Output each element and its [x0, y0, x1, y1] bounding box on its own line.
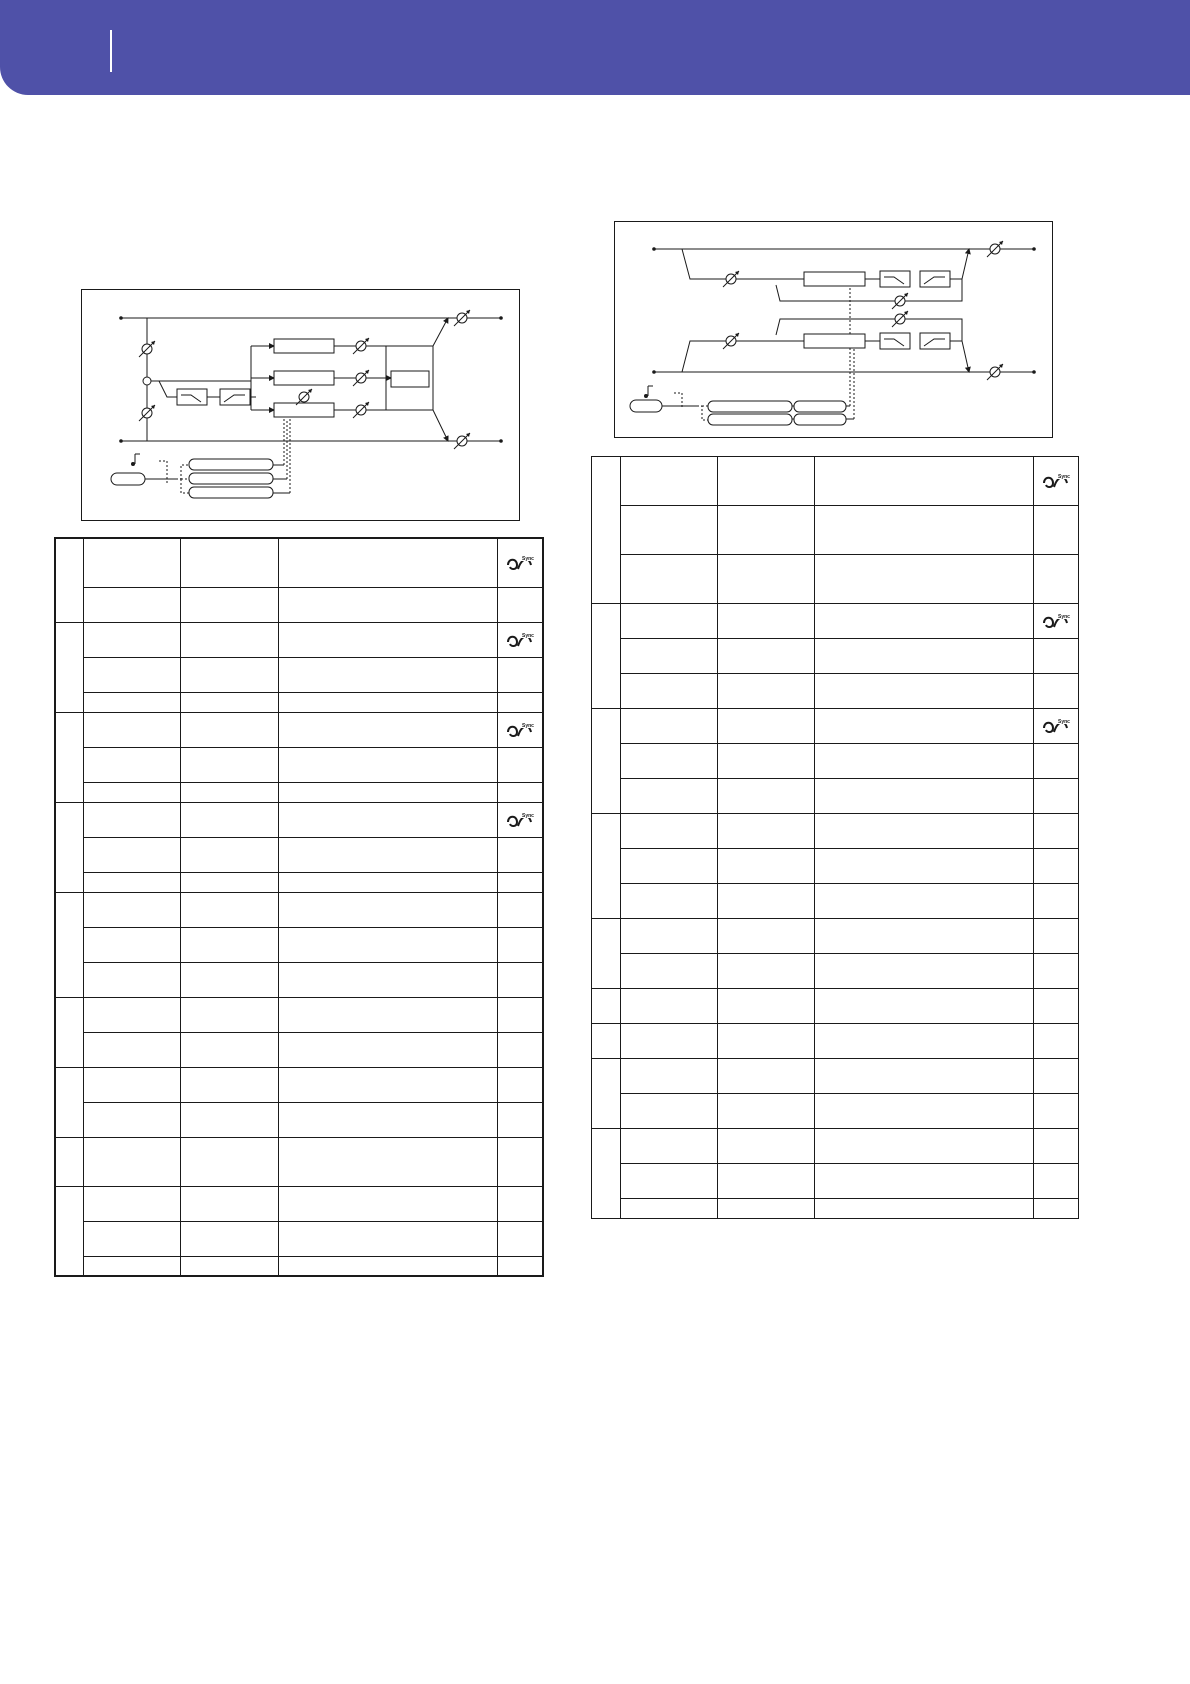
- low-cut-filter-icon: [880, 271, 910, 287]
- delay-block-2: [274, 371, 334, 385]
- table-right-cell: [815, 457, 1034, 506]
- table-left-group-cell: [55, 1137, 83, 1186]
- table-right-cell: [1034, 919, 1079, 954]
- sync-icon: [1041, 716, 1071, 736]
- table-right-row: [592, 884, 1079, 919]
- table-right-row: [592, 919, 1079, 954]
- table-left-cell: [497, 872, 543, 892]
- table-left-row: [55, 657, 543, 692]
- table-left-group-cell: [55, 997, 83, 1067]
- sync-icon: [1041, 471, 1071, 491]
- table-right-cell: [718, 1129, 815, 1164]
- table-left-cell: [83, 538, 180, 587]
- high-cut-filter-icon: [920, 333, 950, 349]
- table-left-group-cell: [55, 538, 83, 622]
- table-right-cell: [621, 1199, 718, 1219]
- table-left-cell: [278, 1102, 497, 1137]
- table-right-cell: [718, 884, 815, 919]
- lfo-channel-2: [708, 414, 792, 425]
- table-left-cell: [83, 927, 180, 962]
- table-left-cell: [278, 997, 497, 1032]
- table-left-cell: [180, 712, 278, 747]
- table-left-group-cell: [55, 1067, 83, 1137]
- table-left-cell: [180, 782, 278, 802]
- table-right-cell: [621, 1129, 718, 1164]
- table-left-cell: [180, 1186, 278, 1221]
- table-left-row: [55, 587, 543, 622]
- table-left-cell: [83, 712, 180, 747]
- lfo-block: [111, 473, 145, 485]
- table-right-cell: [621, 849, 718, 884]
- table-left-row: [55, 997, 543, 1032]
- table-right-row: [592, 604, 1079, 639]
- table-left-cell: [83, 1137, 180, 1186]
- table-left-cell: [497, 1032, 543, 1067]
- table-left-cell: [180, 1256, 278, 1276]
- table-left-cell: [278, 747, 497, 782]
- table-left-cell: [83, 1102, 180, 1137]
- lfo-block: [630, 400, 662, 412]
- table-left-cell: [497, 622, 543, 657]
- table-left-cell: [83, 997, 180, 1032]
- table-left-cell: [180, 1102, 278, 1137]
- table-right-cell: [621, 1164, 718, 1199]
- table-right-cell: [718, 1059, 815, 1094]
- table-left-cell: [278, 587, 497, 622]
- table-left-row: [55, 1186, 543, 1221]
- table-left-row: [55, 1256, 543, 1276]
- table-right-row: [592, 1199, 1079, 1219]
- table-right-group-cell: [592, 989, 621, 1024]
- table-left-cell: [180, 692, 278, 712]
- sync-icon: [505, 810, 535, 830]
- table-left-cell: [180, 927, 278, 962]
- table-left-cell: [180, 802, 278, 837]
- table-right-cell: [815, 709, 1034, 744]
- table-left-cell: [83, 747, 180, 782]
- table-right-cell: [815, 884, 1034, 919]
- table-left-cell: [83, 837, 180, 872]
- table-right-cell: [1034, 849, 1079, 884]
- table-left-cell: [83, 782, 180, 802]
- table-left-cell: [497, 1186, 543, 1221]
- table-right-row: [592, 954, 1079, 989]
- table-right-group-cell: [592, 919, 621, 989]
- table-left-cell: [497, 1137, 543, 1186]
- table-left-row: [55, 747, 543, 782]
- table-left-cell: [278, 872, 497, 892]
- lfo-channel-2: [189, 473, 273, 484]
- table-right-cell: [718, 954, 815, 989]
- sync-icon: [505, 630, 535, 650]
- table-left-cell: [278, 782, 497, 802]
- table-right-cell: [1034, 1164, 1079, 1199]
- table-right-cell: [621, 639, 718, 674]
- parameter-table-right: [591, 456, 1079, 1219]
- lfo-depth-2: [794, 414, 846, 425]
- table-right-row: [592, 814, 1079, 849]
- table-left-cell: [497, 1221, 543, 1256]
- table-left-cell: [497, 712, 543, 747]
- lfo-depth-1: [794, 401, 846, 412]
- table-right-row: [592, 506, 1079, 555]
- table-right-group-cell: [592, 814, 621, 919]
- table-left-cell: [83, 692, 180, 712]
- table-left-cell: [278, 657, 497, 692]
- table-right-row: [592, 989, 1079, 1024]
- table-left-row: [55, 927, 543, 962]
- table-left-cell: [180, 747, 278, 782]
- table-left-cell: [83, 1221, 180, 1256]
- table-right-group-cell: [592, 709, 621, 814]
- table-right-cell: [718, 639, 815, 674]
- table-left-cell: [180, 538, 278, 587]
- table-right-cell: [1034, 744, 1079, 779]
- table-right-cell: [718, 1094, 815, 1129]
- table-left-row: [55, 538, 543, 587]
- table-right-cell: [621, 884, 718, 919]
- table-left-cell: [83, 802, 180, 837]
- table-left-cell: [497, 927, 543, 962]
- table-right-group-cell: [592, 1059, 621, 1129]
- table-left-cell: [497, 1067, 543, 1102]
- table-right-cell: [718, 779, 815, 814]
- table-right-cell: [815, 604, 1034, 639]
- block-diagram-left-svg: [81, 289, 520, 521]
- table-right-cell: [621, 989, 718, 1024]
- table-left-cell: [278, 837, 497, 872]
- table-left-cell: [180, 1137, 278, 1186]
- sync-icon: [1041, 611, 1071, 631]
- table-right-cell: [718, 919, 815, 954]
- table-left-cell: [180, 892, 278, 927]
- table-left-cell: [180, 1067, 278, 1102]
- table-left-cell: [180, 622, 278, 657]
- table-right-cell: [815, 954, 1034, 989]
- table-left-row: [55, 712, 543, 747]
- table-right-cell: [621, 1094, 718, 1129]
- table-right-row: [592, 639, 1079, 674]
- table-left-cell: [180, 872, 278, 892]
- table-left-cell: [497, 802, 543, 837]
- table-right-cell: [815, 555, 1034, 604]
- table-right-cell: [718, 1199, 815, 1219]
- table-right-cell: [1034, 555, 1079, 604]
- table-right-cell: [1034, 884, 1079, 919]
- table-right-cell: [815, 639, 1034, 674]
- table-left-cell: [278, 538, 497, 587]
- table-left-cell: [278, 1256, 497, 1276]
- table-right-cell: [621, 744, 718, 779]
- table-left-group-cell: [55, 892, 83, 997]
- table-right-cell: [621, 1024, 718, 1059]
- table-right-cell: [815, 814, 1034, 849]
- table-right-row: [592, 849, 1079, 884]
- delay-block-upper: [804, 272, 865, 286]
- sync-icon: [505, 720, 535, 740]
- table-right-cell: [815, 1129, 1034, 1164]
- table-right-cell: [718, 849, 815, 884]
- table-right-cell: [621, 709, 718, 744]
- table-left-row: [55, 802, 543, 837]
- table-right-cell: [621, 779, 718, 814]
- table-right-cell: [621, 674, 718, 709]
- table-right-row: [592, 709, 1079, 744]
- table-right-cell: [1034, 457, 1079, 506]
- table-right-cell: [815, 779, 1034, 814]
- table-left-cell: [278, 1067, 497, 1102]
- table-right-cell: [621, 457, 718, 506]
- table-right-row: [592, 1094, 1079, 1129]
- table-left-cell: [497, 782, 543, 802]
- table-left-cell: [83, 1032, 180, 1067]
- table-left-cell: [497, 538, 543, 587]
- table-left-row: [55, 782, 543, 802]
- table-right-group-cell: [592, 604, 621, 709]
- table-right-cell: [815, 989, 1034, 1024]
- table-right-cell: [718, 457, 815, 506]
- table-left-row: [55, 962, 543, 997]
- table-left-row: [55, 1032, 543, 1067]
- table-right-cell: [621, 814, 718, 849]
- table-left-cell: [83, 1186, 180, 1221]
- table-right-cell: [718, 1164, 815, 1199]
- table-right-cell: [718, 709, 815, 744]
- table-left-cell: [180, 962, 278, 997]
- table-left-cell: [83, 587, 180, 622]
- svg-text:Sync: Sync: [521, 632, 534, 639]
- table-right-cell: [1034, 1094, 1079, 1129]
- table-right-cell: [1034, 506, 1079, 555]
- table-left-cell: [278, 712, 497, 747]
- table-left-row: [55, 892, 543, 927]
- table-right-cell: [1034, 954, 1079, 989]
- table-right-row: [592, 555, 1079, 604]
- table-right-cell: [718, 1024, 815, 1059]
- table-right-cell: [1034, 1199, 1079, 1219]
- table-right-cell: [1034, 814, 1079, 849]
- svg-text:Sync: Sync: [521, 812, 534, 819]
- table-left-cell: [83, 622, 180, 657]
- table-right-row: [592, 779, 1079, 814]
- table-left-cell: [83, 872, 180, 892]
- header-divider: [110, 30, 112, 72]
- table-left-cell: [497, 962, 543, 997]
- table-right-cell: [718, 506, 815, 555]
- table-right-cell: [718, 989, 815, 1024]
- table-left-cell: [278, 1137, 497, 1186]
- table-left-row: [55, 1137, 543, 1186]
- table-right-cell: [815, 1094, 1034, 1129]
- table-right-cell: [621, 604, 718, 639]
- parameter-table-left: [54, 537, 544, 1277]
- delay-block-3: [274, 403, 334, 417]
- table-left-cell: [278, 1186, 497, 1221]
- delay-block-1: [274, 339, 334, 353]
- table-right-cell: [815, 919, 1034, 954]
- table-right-cell: [621, 954, 718, 989]
- table-left-cell: [278, 927, 497, 962]
- table-left-cell: [278, 802, 497, 837]
- high-cut-filter-icon: [220, 389, 250, 405]
- svg-text:Sync: Sync: [1058, 474, 1070, 480]
- table-right-cell: [1034, 1129, 1079, 1164]
- table-left-cell: [278, 892, 497, 927]
- table-right-group-cell: [592, 1129, 621, 1219]
- table-right-cell: [815, 1164, 1034, 1199]
- table-left-cell: [497, 692, 543, 712]
- table-left-cell: [497, 587, 543, 622]
- table-left-group-cell: [55, 1186, 83, 1276]
- sync-icon: [505, 553, 535, 573]
- table-right-cell: [1034, 1024, 1079, 1059]
- table-left-row: [55, 1102, 543, 1137]
- table-right-cell: [1034, 709, 1079, 744]
- table-left-cell: [180, 657, 278, 692]
- table-left-row: [55, 837, 543, 872]
- table-left-cell: [497, 747, 543, 782]
- table-right-cell: [1034, 779, 1079, 814]
- table-left-row: [55, 622, 543, 657]
- table-left-cell: [278, 692, 497, 712]
- table-right-row: [592, 457, 1079, 506]
- table-left-row: [55, 872, 543, 892]
- table-left-cell: [497, 837, 543, 872]
- table-right-cell: [1034, 1059, 1079, 1094]
- table-right-row: [592, 1059, 1079, 1094]
- mixer-block: [391, 371, 429, 387]
- table-right-cell: [815, 506, 1034, 555]
- table-left-group-cell: [55, 622, 83, 712]
- block-diagram-right-svg: [614, 221, 1053, 438]
- header-bar: [0, 0, 1190, 95]
- table-right-row: [592, 1024, 1079, 1059]
- table-left-cell: [497, 1102, 543, 1137]
- table-right-row: [592, 744, 1079, 779]
- table-right-cell: [1034, 604, 1079, 639]
- table-right-cell: [815, 744, 1034, 779]
- table-left-group-cell: [55, 802, 83, 892]
- table-right-cell: [718, 604, 815, 639]
- table-right-cell: [718, 744, 815, 779]
- table-right-cell: [1034, 639, 1079, 674]
- table-right-cell: [1034, 989, 1079, 1024]
- table-left-cell: [83, 962, 180, 997]
- svg-text:Sync: Sync: [1058, 719, 1070, 725]
- table-right-cell: [815, 849, 1034, 884]
- lfo-channel-1: [189, 459, 273, 470]
- table-right-row: [592, 1164, 1079, 1199]
- table-left-group-cell: [55, 712, 83, 802]
- table-left-cell: [83, 1256, 180, 1276]
- table-right-cell: [718, 814, 815, 849]
- table-left-cell: [180, 997, 278, 1032]
- table-left-cell: [497, 892, 543, 927]
- table-right-cell: [621, 555, 718, 604]
- table-left-cell: [497, 657, 543, 692]
- table-right-cell: [815, 674, 1034, 709]
- svg-text:Sync: Sync: [521, 722, 534, 729]
- table-left-cell: [497, 997, 543, 1032]
- lfo-channel-3: [189, 487, 273, 498]
- table-left-cell: [83, 892, 180, 927]
- table-right-group-cell: [592, 1024, 621, 1059]
- svg-text:Sync: Sync: [521, 555, 534, 562]
- table-right-cell: [1034, 674, 1079, 709]
- table-left-cell: [278, 1221, 497, 1256]
- block-diagram-left: [81, 289, 520, 521]
- low-cut-filter-icon: [177, 389, 207, 405]
- table-left-row: [55, 1067, 543, 1102]
- table-right-cell: [815, 1024, 1034, 1059]
- table-left-cell: [497, 1256, 543, 1276]
- table-right-cell: [718, 555, 815, 604]
- high-cut-filter-icon: [920, 271, 950, 287]
- delay-block-lower: [804, 334, 865, 348]
- table-right-cell: [621, 1059, 718, 1094]
- svg-text:Sync: Sync: [1058, 614, 1070, 620]
- table-left-cell: [278, 962, 497, 997]
- table-right-cell: [621, 919, 718, 954]
- table-left-cell: [278, 622, 497, 657]
- table-left-cell: [180, 1221, 278, 1256]
- table-left-row: [55, 1221, 543, 1256]
- table-right-row: [592, 674, 1079, 709]
- table-left-cell: [180, 837, 278, 872]
- table-left-cell: [180, 587, 278, 622]
- low-cut-filter-icon: [880, 333, 910, 349]
- table-left-cell: [83, 657, 180, 692]
- table-right-group-cell: [592, 457, 621, 604]
- table-right-cell: [815, 1059, 1034, 1094]
- lfo-channel-1: [708, 401, 792, 412]
- table-right-cell: [815, 1199, 1034, 1219]
- table-right-row: [592, 1129, 1079, 1164]
- table-left-row: [55, 692, 543, 712]
- table-left-cell: [278, 1032, 497, 1067]
- table-right-cell: [718, 674, 815, 709]
- table-left-cell: [180, 1032, 278, 1067]
- block-diagram-right: [614, 221, 1053, 438]
- table-left-cell: [83, 1067, 180, 1102]
- table-right-cell: [621, 506, 718, 555]
